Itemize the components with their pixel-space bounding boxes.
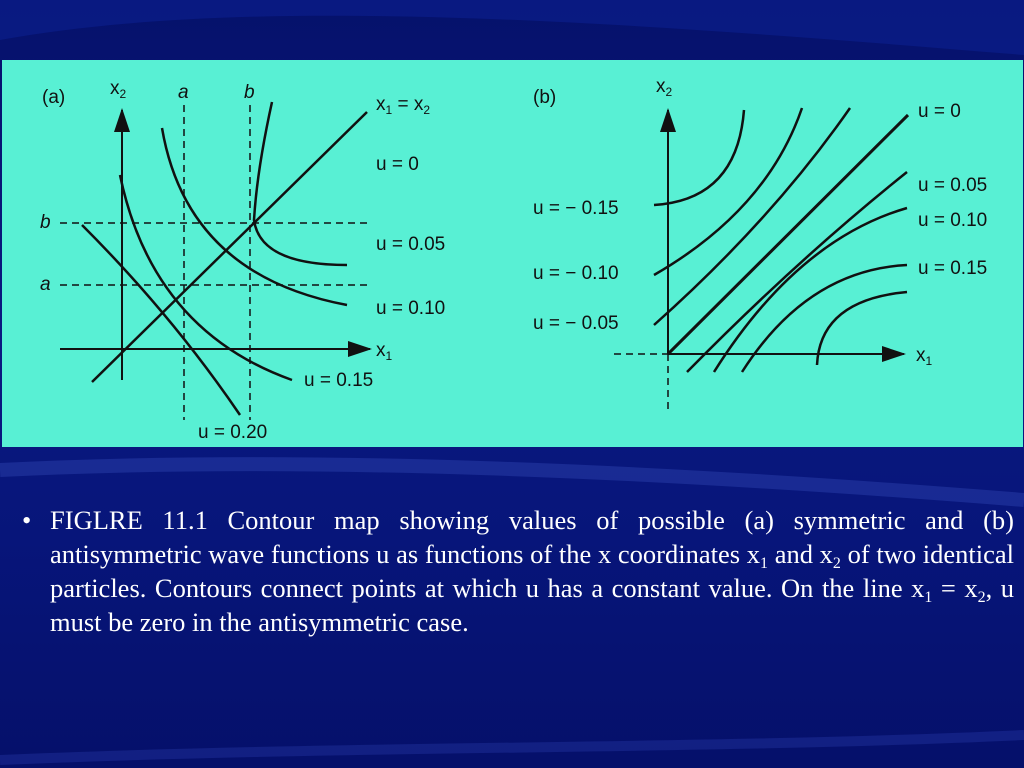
axis-y-label-a: x bbox=[110, 78, 120, 99]
contour-u-0-10-b bbox=[714, 208, 907, 372]
caption-part-3: of two identical particles. Contours connect points at which u has a constant value. On the line x bbox=[50, 539, 1015, 603]
svg-text:x1 bbox=[916, 345, 933, 368]
caption-sub-2: 2 bbox=[832, 555, 841, 572]
caption-text bbox=[50, 503, 1014, 639]
caption-part-5: , u must be zero in the antisymmetric case. bbox=[50, 573, 1015, 637]
panel-a bbox=[40, 78, 445, 443]
symmetry-line-a bbox=[92, 112, 367, 382]
axis-x-sub-b: 1 bbox=[925, 354, 933, 368]
svg-text:x1 bbox=[376, 340, 393, 363]
caption-sub-1: 1 bbox=[760, 555, 769, 572]
tick-left-b: b bbox=[40, 212, 51, 233]
tick-left-a: a bbox=[40, 274, 51, 295]
caption-part-2: and x bbox=[768, 539, 833, 569]
axis-y-label-b: x bbox=[656, 76, 666, 97]
contour-label-b-l2: u = − 0.05 bbox=[533, 313, 619, 334]
contour-label-a-0: u = 0 bbox=[376, 154, 419, 175]
svg-text:x2 bbox=[656, 76, 673, 99]
contour-label-b-r2: u = 0.10 bbox=[918, 210, 988, 231]
axis-x-sub-a: 1 bbox=[385, 349, 393, 363]
contour-map-figure bbox=[2, 60, 1023, 447]
figure-panel bbox=[2, 60, 1023, 447]
axis-y-sub-b: 2 bbox=[665, 85, 673, 99]
axis-x-label-a: x bbox=[376, 340, 386, 361]
line-label-mid: = x bbox=[392, 94, 424, 115]
figure-caption bbox=[22, 503, 1014, 639]
contour-label-a-3: u = 0.15 bbox=[304, 370, 374, 391]
caption-part-4: = x bbox=[932, 573, 978, 603]
contour-u-neg-0-10 bbox=[654, 108, 802, 275]
line-label-x: x bbox=[376, 94, 386, 115]
panel-b-label: (b) bbox=[533, 87, 557, 108]
contour-label-b-r0: u = 0 bbox=[918, 101, 961, 122]
contour-label-b-r3: u = 0.15 bbox=[918, 258, 988, 279]
contour-label-a-4: u = 0.20 bbox=[198, 422, 268, 443]
panel-b bbox=[533, 76, 987, 410]
panel-a-label: (a) bbox=[42, 87, 66, 108]
contour-label-b-r1: u = 0.05 bbox=[918, 175, 988, 196]
tick-top-a: a bbox=[178, 82, 189, 103]
contour-label-b-l1: u = − 0.10 bbox=[533, 263, 619, 284]
svg-text:x2 bbox=[110, 78, 127, 101]
contour-u-0-20 bbox=[82, 225, 240, 415]
zero-contour-line-b bbox=[668, 115, 908, 354]
axis-y-sub-a: 2 bbox=[119, 87, 127, 101]
contour-label-b-l0: u = − 0.15 bbox=[533, 198, 619, 219]
tick-top-b: b bbox=[244, 82, 255, 103]
caption-part-1: FIGLRE 11.1 Contour map showing values of possible (a) symmetric and (b) antisymmetric wave functions u as functions of the x coordinates x bbox=[50, 505, 1014, 569]
contour-u-0-15-b bbox=[742, 265, 907, 372]
contour-u-0-05 bbox=[254, 102, 347, 265]
bullet-marker: • bbox=[22, 505, 32, 535]
caption-sub-3: 1 bbox=[924, 589, 933, 606]
axis-x-label-b: x bbox=[916, 345, 926, 366]
caption-sub-4: 2 bbox=[977, 589, 986, 606]
line-label-sub1: 1 bbox=[385, 103, 393, 117]
contour-label-a-1: u = 0.05 bbox=[376, 234, 446, 255]
line-label-sub2: 2 bbox=[423, 103, 431, 117]
contour-label-a-2: u = 0.10 bbox=[376, 298, 446, 319]
svg-text:x1 = x2 bbox=[376, 94, 430, 117]
